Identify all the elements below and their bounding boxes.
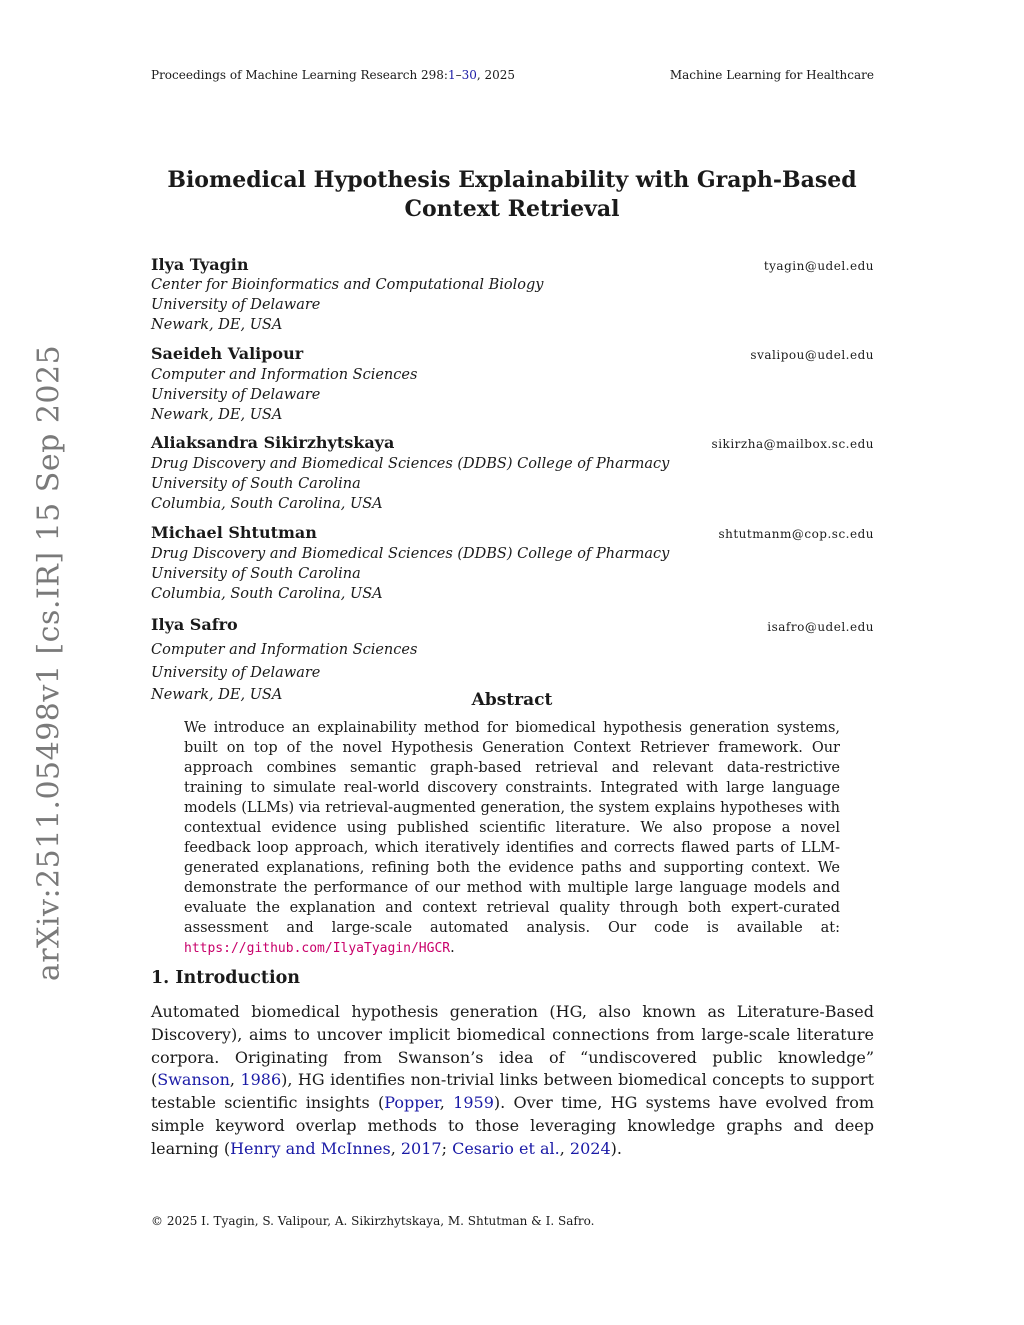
author-email[interactable]: isafro@udel.edu bbox=[767, 620, 874, 634]
abstract-heading: Abstract bbox=[471, 690, 553, 710]
author-name: Saeideh Valipour bbox=[151, 344, 304, 363]
arxiv-identifier: arXiv:2511.05498v1 [cs.IR] 15 Sep 2025 bbox=[31, 344, 67, 982]
paper-title: Biomedical Hypothesis Explainability with Graph-Based Context Retrieval bbox=[167, 167, 857, 222]
citation-year-link[interactable]: 1959 bbox=[453, 1093, 494, 1113]
author-email[interactable]: svalipou@udel.edu bbox=[750, 348, 874, 362]
abstract-body: We introduce an explainability method for biomedical hypothesis generation systems, built on top of the novel Hypothesis Generation Context Retriever framework. Our approach combines semantic graph-based retrieval and relevant data-restrictive training to simulate real-world discovery constraints. Integrated with large language models (LLMs) via retrieval-augmented generation, the system explains hypotheses with contextual evidence using published scientific literature. We also propose a novel feedback loop approach, which iteratively identifies and corrects flawed parts of LLM-generated explanations, refining both the evidence paths and supporting context. We demonstrate the performance of our method with multiple large language models and evaluate the explanation and context retrieval quality through both expert-curated assessment and large-scale automated analysis. Our code is available at: https://github.com/IlyaTyagin/HGCR. bbox=[184, 720, 840, 956]
running-header-right: Machine Learning for Healthcare bbox=[669, 68, 874, 82]
section-heading: 1. Introduction bbox=[151, 968, 300, 988]
running-header-left: Proceedings of Machine Learning Research 298:1–30, 2025 bbox=[151, 68, 516, 82]
author-email[interactable]: tyagin@udel.edu bbox=[763, 259, 874, 273]
code-repo-link[interactable]: https://github.com/IlyaTyagin/HGCR bbox=[184, 941, 451, 956]
author-name: Aliaksandra Sikirzhytskaya bbox=[151, 433, 395, 452]
author-affiliation: Drug Discovery and Biomedical Sciences (DDBS) College of Pharmacy University of South Carolina Columbia, South Carolina, USA bbox=[151, 546, 670, 602]
author-email[interactable]: sikirzha@mailbox.sc.edu bbox=[711, 437, 874, 451]
introduction-body: Automated biomedical hypothesis generation (HG, also known as Literature-Based Discovery), aims to uncover implicit biomedical connections from large-scale literature corpora. Originating from Swanson’s idea of “undiscovered public knowledge” (Swanson, 1986), HG identifies non-trivial links between biomedical concepts to support testable scientific insights (Popper, 1959). Over time, HG systems have evolved from simple keyword overlap methods to those leveraging knowledge graphs and deep learning (Henry and McInnes, 2017; Cesario et al., 2024). bbox=[151, 1002, 875, 1158]
author-affiliation: Center for Bioinformatics and Computational Biology University of Delaware Newark, DE, USA bbox=[151, 277, 544, 333]
citation-link[interactable]: Popper bbox=[384, 1093, 440, 1113]
copyright-icon: © bbox=[151, 1214, 163, 1228]
author-name: Ilya Safro bbox=[151, 615, 238, 634]
citation-year-link[interactable]: 2024 bbox=[569, 1138, 611, 1158]
citation-link[interactable]: Swanson bbox=[157, 1070, 230, 1090]
citation-link[interactable]: Cesario et al. bbox=[452, 1138, 560, 1158]
author-affiliation: Computer and Information Sciences University of Delaware Newark, DE, USA bbox=[151, 642, 418, 703]
citation-year-link[interactable]: 1986 bbox=[240, 1070, 282, 1090]
author-name: Michael Shtutman bbox=[151, 523, 317, 542]
page-start-link[interactable]: 1 bbox=[447, 68, 456, 82]
author-email[interactable]: shtutmanm@cop.sc.edu bbox=[718, 527, 874, 541]
copyright-footer: © 2025 I. Tyagin, S. Valipour, A. Sikirzhytskaya, M. Shtutman & I. Safro. bbox=[151, 1214, 595, 1228]
citation-year-link[interactable]: 2017 bbox=[400, 1138, 442, 1158]
page-end-link[interactable]: 30 bbox=[461, 68, 477, 82]
author-name: Ilya Tyagin bbox=[151, 255, 249, 274]
author-affiliation: Drug Discovery and Biomedical Sciences (DDBS) College of Pharmacy University of South Carolina Columbia, South Carolina, USA bbox=[151, 456, 670, 512]
author-affiliation: Computer and Information Sciences University of Delaware Newark, DE, USA bbox=[151, 367, 418, 423]
citation-link[interactable]: Henry and McInnes bbox=[230, 1138, 391, 1158]
